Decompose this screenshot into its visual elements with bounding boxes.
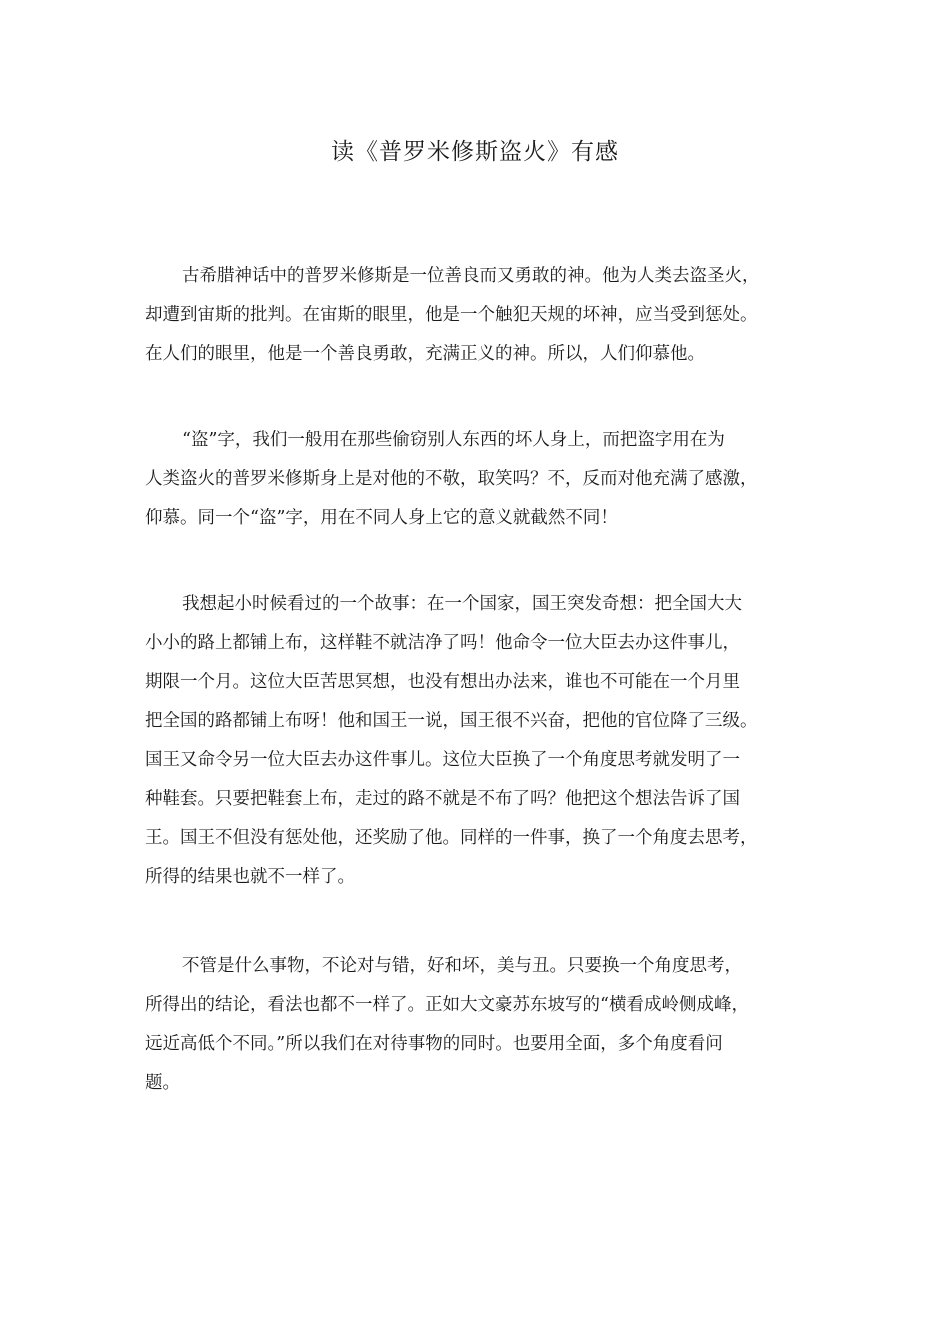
paragraph-line: 不管是什么事物，不论对与错，好和坏，美与丑。只要换一个角度思考，: [182, 956, 742, 976]
paragraph-line: 在人们的眼里，他是一个善良勇敢，充满正义的神。所以，人们仰慕他。: [145, 344, 705, 364]
paragraph-4: [145, 947, 810, 1103]
paragraph-line: 所得的结果也就不一样了。: [145, 867, 355, 887]
paragraph-3: [145, 585, 810, 897]
paragraph-line: 远近高低个不同。”所以我们在对待事物的同时。也要用全面，多个角度看问: [145, 1034, 723, 1054]
paragraph-line: 期限一个月。这位大臣苦思冥想，也没有想出办法来，谁也不可能在一个月里: [145, 672, 740, 692]
paragraph-line: 国王又命令另一位大臣去办这件事儿。这位大臣换了一个角度思考就发明了一: [145, 750, 740, 770]
paragraph-line: 把全国的路都铺上布呀！他和国王一说，国王很不兴奋，把他的官位降了三级。: [145, 711, 758, 731]
document-title: 读《普罗米修斯盗火》有感: [331, 139, 619, 165]
paragraph-line: 我想起小时候看过的一个故事：在一个国家，国王突发奇想：把全国大大: [182, 594, 742, 614]
paragraph-line: 小小的路上都铺上布，这样鞋不就洁净了吗！他命令一位大臣去办这件事儿，: [145, 633, 740, 653]
paragraph-line: 人类盗火的普罗米修斯身上是对他的不敬，取笑吗？不，反而对他充满了感激，: [145, 469, 758, 489]
paragraph-1: [145, 257, 810, 374]
paragraph-line: 却遭到宙斯的批判。在宙斯的眼里，他是一个触犯天规的坏神，应当受到惩处。: [145, 305, 758, 325]
paragraph-line: 王。国王不但没有惩处他，还奖励了他。同样的一件事，换了一个角度去思考，: [145, 828, 758, 848]
paragraph-line: 仰慕。同一个“盗”字，用在不同人身上它的意义就截然不同！: [145, 508, 618, 528]
paragraph-line: 古希腊神话中的普罗米修斯是一位善良而又勇敢的神。他为人类去盗圣火，: [182, 266, 760, 286]
paragraph-2: [145, 421, 810, 538]
paragraph-line: 所得出的结论，看法也都不一样了。正如大文豪苏东坡写的“横看成岭侧成峰，: [145, 995, 749, 1015]
paragraph-line: 题。: [145, 1073, 180, 1093]
paragraph-line: “盗”字，我们一般用在那些偷窃别人东西的坏人身上，而把盗字用在为: [182, 430, 725, 450]
paragraph-line: 种鞋套。只要把鞋套上布，走过的路不就是不布了吗？他把这个想法告诉了国: [145, 789, 740, 809]
